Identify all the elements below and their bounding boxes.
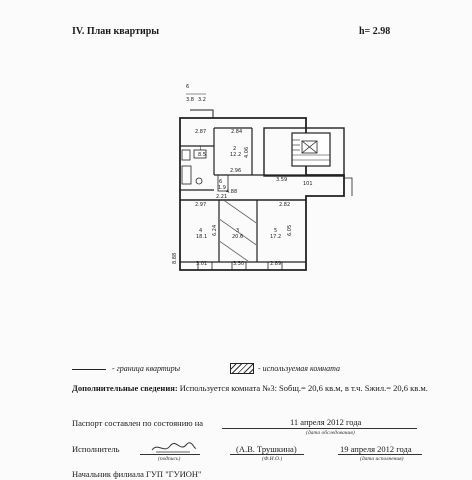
dim-4-06: 4.06 <box>244 146 250 158</box>
dim-6-24: 6.24 <box>212 224 218 236</box>
executor-date-caption: (дата исполнения) <box>360 456 404 462</box>
room-5-area: 17.2 <box>270 234 282 240</box>
dim-101: 101 <box>303 181 313 187</box>
executor-name-caption: (Ф.И.О.) <box>262 456 283 462</box>
dim-3-01: 3.01 <box>196 261 208 267</box>
dim-2-96: 2.96 <box>230 168 242 174</box>
passport-prefix: Паспорт составлен по состоянию на <box>72 418 204 428</box>
executor-name: (А.В. Трушкина) <box>236 444 297 454</box>
legend-used-room-label: - используемая комната <box>258 364 341 373</box>
scale-right: 3.2 <box>198 97 206 103</box>
dim-3-59: 3.59 <box>276 177 288 183</box>
passport-date-caption: (дата обследования) <box>306 430 355 436</box>
scale-top: 6 <box>186 84 190 90</box>
room-4-area: 18.1 <box>196 234 208 240</box>
room-2-area: 12.2 <box>230 152 242 158</box>
dim-2-21: 2.21 <box>216 194 228 200</box>
room-3-area: 20.6 <box>232 234 244 240</box>
dim-2-97: 2.97 <box>195 202 207 208</box>
ceiling-height: h= 2.98 <box>359 26 391 37</box>
passport-date: 11 апреля 2012 года <box>290 417 362 427</box>
additional-info-text: Используется комната №3: Sобщ.= 20,6 кв.м, в т.ч. Sжил.= 20,6 кв.м. <box>179 383 428 393</box>
signature-caption: (подпись) <box>158 456 181 462</box>
dim-2-82: 2.82 <box>279 202 291 208</box>
branch-head-line: Начальник филиала ГУП "ГУИОН" <box>72 469 202 479</box>
room-1-area: 8.5 <box>198 152 206 158</box>
room-5-number: 5 <box>274 228 278 234</box>
room-6-area: 1.9 <box>218 185 226 191</box>
room-3-number: 3 <box>236 228 240 234</box>
dim-3-30: 3.30 <box>233 261 245 267</box>
section-title: IV. План квартиры <box>72 26 160 37</box>
executor-label: Исполнитель <box>72 444 120 454</box>
legend-used-room-swatch <box>230 363 254 374</box>
legend-boundary-line <box>72 369 106 370</box>
room-4-number: 4 <box>199 228 203 234</box>
legend-boundary-label: - граница квартиры <box>112 364 181 373</box>
dim-2-87: 2.87 <box>195 129 207 135</box>
scale-left: 3.8 <box>186 97 194 103</box>
dim-8-88: 8.88 <box>172 252 178 264</box>
dim-2-84: 2.84 <box>231 129 243 135</box>
additional-info-label: Дополнительные сведения: <box>72 383 178 393</box>
executor-date-underline <box>338 454 422 455</box>
dim-2-89: 2.89 <box>270 261 282 267</box>
executor-date: 19 апреля 2012 года <box>340 444 412 454</box>
passport-date-underline <box>222 428 417 429</box>
signature-scribble <box>150 440 198 456</box>
room-2-number: 2 <box>233 146 237 152</box>
additional-info <box>72 382 452 394</box>
dim-4-88: 4.88 <box>226 189 238 195</box>
room-1-number: 1 <box>199 146 203 152</box>
room-6-number: 6 <box>219 179 223 185</box>
dim-6-05: 6.05 <box>287 224 293 236</box>
executor-name-underline <box>230 454 304 455</box>
